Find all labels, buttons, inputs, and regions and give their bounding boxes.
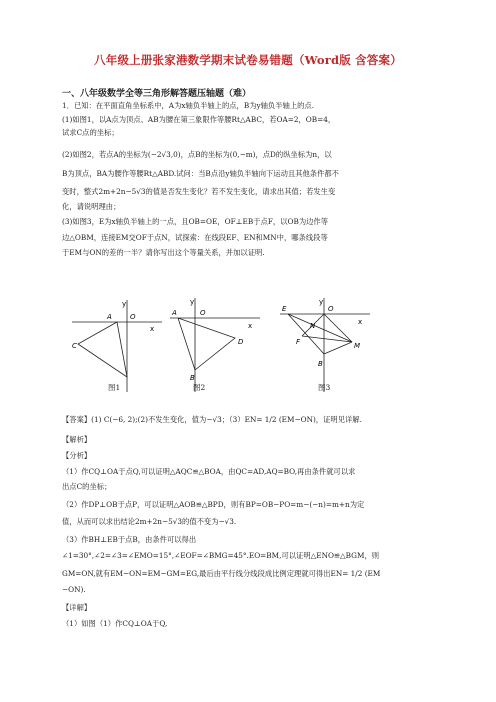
label-o: O xyxy=(130,313,136,321)
triangle-abd xyxy=(178,318,235,370)
label-y: y xyxy=(190,298,195,306)
triangle-abc xyxy=(78,322,127,377)
segment-bm xyxy=(324,342,352,354)
question-line: 变时，整式2m+2n−5√3的值是否发生变化？若不发生变化，请求出其值；若发生变 xyxy=(62,187,336,196)
figure-3 xyxy=(280,292,380,392)
detail-line: （1）如图（1）作CQ⊥OA于Q, xyxy=(62,619,168,628)
label-b: B xyxy=(318,360,323,368)
question-line: (1)如图1，以A点为顶点、AB为腰在第三象限作等腰Rt△ABC，若OA=2，OB=4， xyxy=(62,115,336,124)
analysis-label: 【分析】 xyxy=(62,451,92,460)
segment-eb xyxy=(288,314,324,354)
label-c: C xyxy=(72,342,77,350)
figure-1 xyxy=(72,292,172,392)
analysis-line: （1）作CQ⊥OA于点Q,可以证明△AQC≌△BOA，由QC=AD,AQ=BO,再由条件就可以求 xyxy=(62,467,356,476)
label-o: O xyxy=(200,309,206,317)
figure-2 xyxy=(170,292,270,392)
question-line: 化，请说明理由； xyxy=(62,202,121,211)
label-n: N xyxy=(310,322,316,330)
label-d: D xyxy=(238,338,244,346)
label-b: B xyxy=(190,374,195,382)
label-x: x xyxy=(358,318,363,326)
analysis-line: 出点C的坐标； xyxy=(62,482,112,491)
label-e: E xyxy=(282,305,287,313)
question-line: 试求C点的坐标； xyxy=(62,128,119,137)
label-m: M xyxy=(354,342,361,350)
analysis-line: −ON). xyxy=(62,585,86,594)
analysis-line: （2）作DP⊥OB于点P，可以证明△AOB≌△BPD，则有BP=OB−PO=m−(−n)=m+n为定 xyxy=(62,500,365,509)
label-x: x xyxy=(248,322,253,330)
analysis-line: ∠1=30°,∠2=∠3=∠EMO=15°,∠EOF=∠BMG=45°.EO=BM,可以证明△ENO≌△BGM，则 xyxy=(62,551,380,560)
analysis-line: 值，从而可以求出结论2m+2n−5√3的值不变为−√3. xyxy=(62,517,237,526)
analysis-line: GM=ON,就有EM−ON=EM−GM=EG,最后由平行线分线段成比例定理就可得出EN= 1/2 (EM xyxy=(62,569,381,578)
segment-om xyxy=(324,314,352,342)
label-y: y xyxy=(122,300,127,308)
figure-1-caption: 图1 xyxy=(108,383,121,392)
label-f: F xyxy=(296,338,301,346)
question-line: (2)如图2，若点A的坐标为(−2√3,0)，点B的坐标为(0,−m)，点D的纵坐标为n，以 xyxy=(62,150,332,159)
label-y: y xyxy=(319,298,324,306)
label-a: A xyxy=(172,309,177,317)
document-title: 八年级上册张家港数学期末试卷易错题（Word版 含答案） xyxy=(94,53,402,67)
question-line: B为顶点，BA为腰作等腰Rt△ABD.试问：当B点沿y轴负半轴向下运动且其他条件都不 xyxy=(62,169,339,178)
question-line: 边△OBM，连接EM交OF于点N，试探索：在线段EF、EN和MN中，哪条线段等 xyxy=(62,233,328,242)
figure-3-caption: 图3 xyxy=(318,383,331,392)
label-x: x xyxy=(150,325,155,333)
analysis-label: 【解析】 xyxy=(62,435,92,444)
section-heading: 一、八年级数学全等三角形解答题压轴题（难） xyxy=(62,89,252,99)
question-line: (3)如图3，E为x轴负半轴上的一点，且OB=OE，OF⊥EB于点F，以OB为边作等 xyxy=(62,217,329,226)
analysis-line: （3）作BH⊥EB于点B，由条件可以得出 xyxy=(62,535,197,544)
question-line: 1．已知：在平面直角坐标系中，A为x轴负半轴上的点，B为y轴负半轴上的点. xyxy=(62,101,315,110)
label-o: O xyxy=(328,305,334,313)
answer-line: 【答案】(1) C(−6, 2);(2)不发生变化，值为−√3；（3）EN= 1/2 (EM−ON)，证明见详解. xyxy=(62,415,362,424)
detail-label: 【详解】 xyxy=(62,603,92,612)
figure-2-caption: 图2 xyxy=(193,383,206,392)
question-line: 于EM与ON的差的一半？请你写出这个等量关系，并加以证明. xyxy=(62,248,265,257)
label-a: A xyxy=(107,313,112,321)
